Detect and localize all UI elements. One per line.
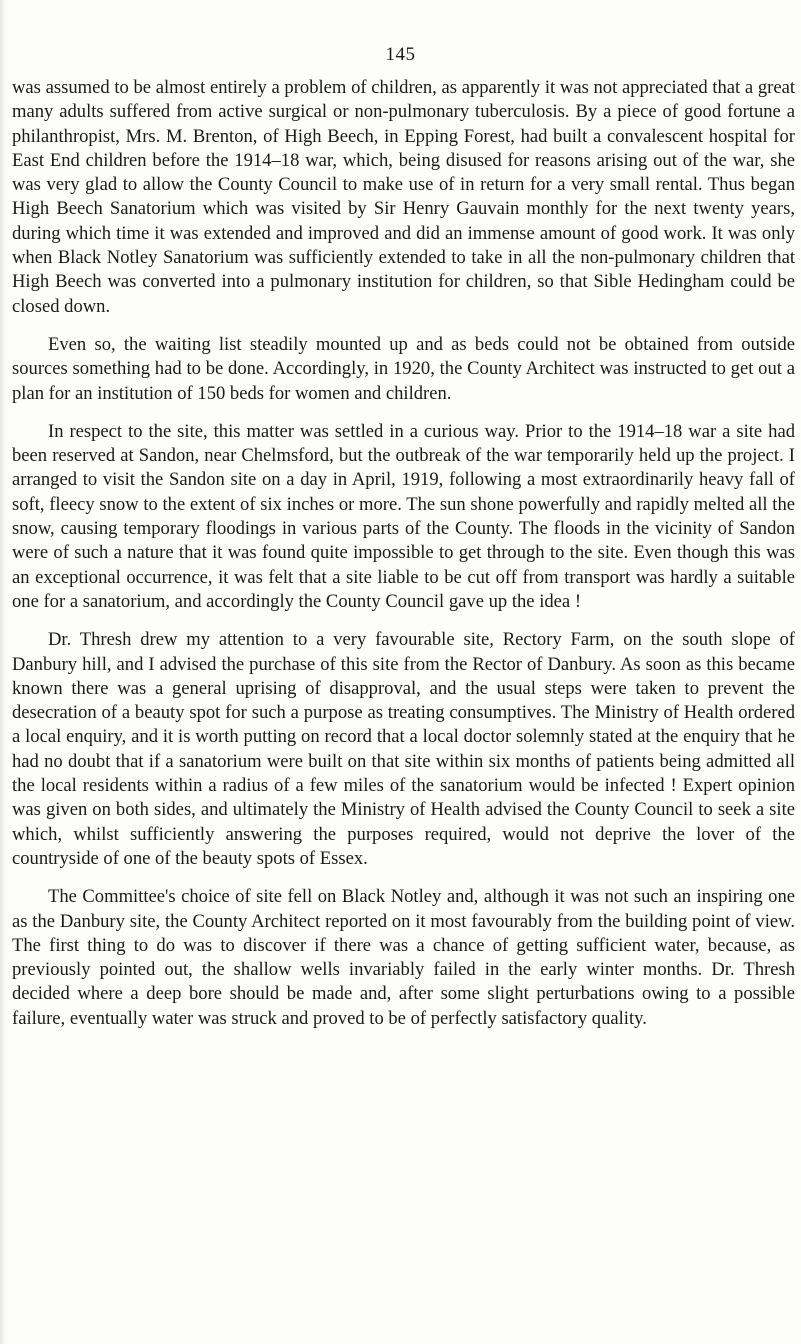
paragraph-danbury-site: Dr. Thresh drew my attention to a very favourable site, Rectory Farm, on the south slope of Danbury hill, and I advised the purchase of this site from the Rector of Danbury. As soon as this became known there was a general uprising of disapproval, and the usual steps were taken to prevent the desecration of a beauty spot for such a purpose as treating consumptives. The Ministry of Health ordered a local enquiry, and it is worth putting on record that a local doctor solemnly stated at the enquiry that he had no doubt that if a sanatorium were built on that site within six months of patients being admitted all the local residents within a radius of a few miles of the sanatorium would be infected ! Expert opinion was given on both sides, and ultimately the Ministry of Health advised the County Council to seek a site which, whilst sufficiently answering the purposes required, would not deprive the lover of the countryside of one of the beauty spots of Essex. bbox=[12, 629, 795, 869]
paragraph-waiting-list: Even so, the waiting list steadily mounted up and as beds could not be obtained from outside sources something had to be done. Accordingly, in 1920, the County Architect was instructed to get out a plan for an institution of 150 beds for women and children. bbox=[12, 333, 795, 404]
paragraph-black-notley: The Committee's choice of site fell on Black Notley and, although it was not such an inspiring one as the Danbury site, the County Architect reported on it most favourably from the building point of view. The first thing to do was to discover if there was a chance of getting sufficient water, because, as previously pointed out, the shallow wells invariably failed in the early winter months. Dr. Thresh decided where a deep bore should be made and, after some slight perturbations owing to a possible failure, eventually water was struck and proved to be of perfectly satisfactory quality. bbox=[12, 886, 795, 1029]
page-number: 145 bbox=[385, 44, 416, 65]
binding-gutter-shadow bbox=[0, 0, 6, 1344]
paragraph-continuation: was assumed to be almost entirely a problem of children, as apparently it was not appreciated that a great many adults suffered from active surgical or non-pulmonary tuberculosis. By a piece of good fortune a philanthropist, Mrs. M. Brenton, of High Beech, in Epping Forest, had built a convalescent hospital for East End children before the 1914–18 war, which, being disused for reasons arising out of the war, she was very glad to allow the County Council to make use of in return for a very small rental. Thus began High Beech Sanatorium which was visited by Sir Henry Gauvain monthly for the next twenty years, during which time it was extended and improved and did an immense amount of good work. It was only when Black Notley Sanatorium was sufficiently extended to take in all the non-pulmonary children that High Beech was converted into a pulmonary institution for children, so that Sible Hedingham could be closed down. bbox=[12, 77, 795, 317]
body-text bbox=[12, 76, 795, 1031]
paragraph-sandon-site: In respect to the site, this matter was settled in a curious way. Prior to the 1914–18 war a site had been reserved at Sandon, near Chelmsford, but the outbreak of the war temporarily held up the project. I arranged to visit the Sandon site on a day in April, 1919, following a most extraordinarily heavy fall of soft, fleecy snow to the extent of six inches or more. The sun shone powerfully and rapidly melted all the snow, causing temporary floodings in various parts of the County. The floods in the vicinity of Sandon were of such a nature that it was found quite impossible to get through to the site. Even though this was an exceptional occurrence, it was felt that a site liable to be cut off from transport was hardly a suitable one for a sanatorium, and accordingly the County Council gave up the idea ! bbox=[12, 420, 795, 612]
